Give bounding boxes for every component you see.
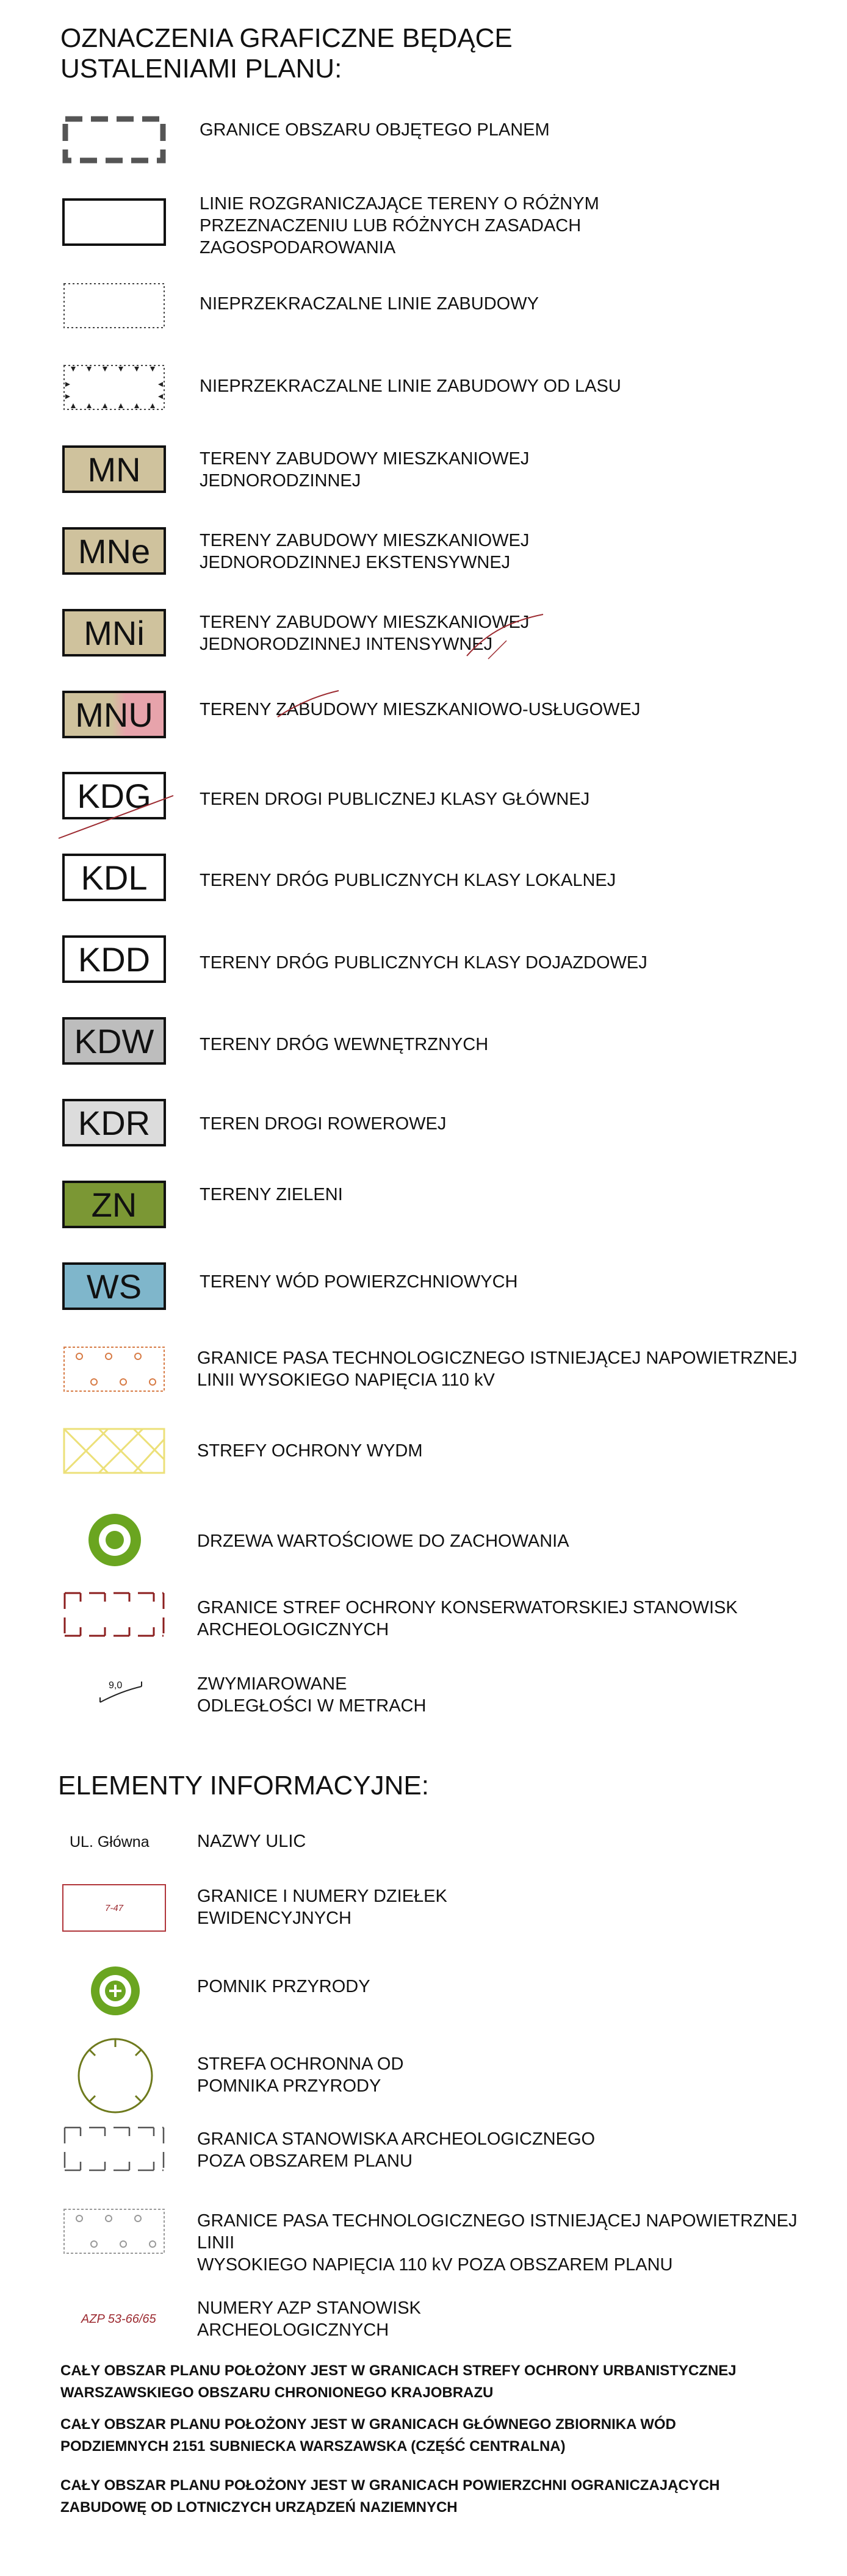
legend-label-parcels: GRANICE I NUMERY DZIEŁEK EWIDENCYJNYCH bbox=[197, 1887, 447, 1928]
legend-label-kdl: TERENY DRÓG PUBLICZNYCH KLASY LOKALNEJ bbox=[200, 871, 616, 890]
legend-label-hv-belt: GRANICE PASA TECHNOLOGICZNEGO ISTNIEJĄCEJ NAPOWIETRZNEJ LINII WYSOKIEGO NAPIĘCIA 110 kV bbox=[197, 1348, 798, 1390]
building-lines-symbol bbox=[62, 282, 166, 329]
forest-building-lines-symbol bbox=[62, 364, 166, 411]
nature-monument-icon bbox=[89, 1965, 142, 2017]
red-correction-mark-icon-2 bbox=[275, 689, 342, 720]
code-box-mn: MN bbox=[62, 445, 166, 493]
protection-zone-circle-icon bbox=[76, 2036, 155, 2115]
note-aviation: CAŁY OBSZAR PLANU POŁOŻONY JEST W GRANICACH POWIERZCHNI OGRANICZAJĄCYCH ZABUDOWĘ OD LOTNICZYCH URZĄDZEŃ NAZIEMNYCH bbox=[60, 2477, 720, 2516]
heading-line-1: OZNACZENIA GRAFICZNE BĘDĄCE bbox=[60, 23, 513, 53]
legend-label-kdw: TERENY DRÓG WEWNĘTRZNYCH bbox=[200, 1035, 489, 1054]
code-box-mnu: MNU bbox=[62, 691, 166, 738]
plan-boundary-symbol bbox=[62, 116, 166, 164]
code-box-mne: MNe bbox=[62, 527, 166, 575]
legend-label-demarcation: LINIE ROZGRANICZAJĄCE TERENY O RÓŻNYM PRZEZNACZENIU LUB RÓŻNYCH ZASADACH ZAGOSPODAROWANIA bbox=[200, 194, 599, 257]
legend-label-monument-zone: STREFA OCHRONNA OD POMNIKA PRZYRODY bbox=[197, 2054, 404, 2096]
hv-belt-orange-icon bbox=[62, 1345, 166, 1393]
legend-label-nature-monument: POMNIK PRZYRODY bbox=[197, 1977, 370, 1996]
nature-monument-symbol bbox=[89, 1965, 142, 2017]
hv-belt-outside-symbol bbox=[62, 2207, 166, 2255]
legend-label-mnu: TERENY ZABUDOWY MIESZKANIOWO-USŁUGOWEJ bbox=[200, 700, 641, 719]
code-box-kdr: KDR bbox=[62, 1099, 166, 1146]
legend-label-forest-building-lines: NIEPRZEKRACZALNE LINIE ZABUDOWY OD LASU bbox=[200, 376, 621, 396]
code-box-kdw: KDW bbox=[62, 1017, 166, 1065]
legend-label-mn: TERENY ZABUDOWY MIESZKANIOWEJ JEDNORODZINNEJ bbox=[200, 449, 530, 491]
hv-belt-symbol bbox=[62, 1345, 166, 1393]
legend-heading-info: ELEMENTY INFORMACYJNE: bbox=[58, 1771, 429, 1801]
dimension-symbol bbox=[98, 1680, 144, 1707]
parcel-number-sample: 7-47 bbox=[104, 1902, 124, 1913]
note-groundwater: CAŁY OBSZAR PLANU POŁOŻONY JEST W GRANICACH GŁÓWNEGO ZBIORNIKA WÓD PODZIEMNYCH 2151 SUBNIECKA WARSZAWSKA (CZĘŚĆ CENTRALNA) bbox=[60, 2416, 676, 2455]
parcel-boundary-symbol bbox=[62, 1884, 166, 1932]
legend-label-ws: TERENY WÓD POWIERZCHNIOWYCH bbox=[200, 1272, 518, 1292]
archaeo-site-grey-icon bbox=[62, 2125, 166, 2173]
yellow-hatch-icon bbox=[62, 1427, 166, 1475]
legend-label-archaeo-zone: GRANICE STREF OCHRONY KONSERWATORSKIEJ STANOWISK ARCHEOLOGICZNYCH bbox=[197, 1598, 738, 1639]
heading-line-2: USTALENIAMI PLANU: bbox=[60, 54, 342, 84]
archaeo-site-outside-symbol bbox=[62, 2125, 166, 2173]
valuable-tree-symbol bbox=[87, 1512, 143, 1568]
legend-label-kdg: TEREN DROGI PUBLICZNEJ KLASY GŁÓWNEJ bbox=[200, 790, 590, 809]
azp-number-sample: AZP 53-66/65 bbox=[81, 2312, 156, 2326]
code-box-kdl: KDL bbox=[62, 854, 166, 901]
legend-label-street-names: NAZWY ULIC bbox=[197, 1832, 306, 1851]
archaeo-zone-red-icon bbox=[62, 1591, 166, 1638]
triangle-boundary-icon bbox=[62, 364, 166, 411]
legend-label-archaeo-site-outside: GRANICA STANOWISKA ARCHEOLOGICZNEGO POZA OBSZAREM PLANU bbox=[197, 2129, 596, 2171]
red-strike-line-icon bbox=[56, 793, 178, 842]
legend-label-plan-boundary: GRANICE OBSZARU OBJĘTEGO PLANEM bbox=[200, 120, 550, 140]
archaeo-zone-symbol bbox=[62, 1591, 166, 1638]
legend-label-building-lines: NIEPRZEKRACZALNE LINIE ZABUDOWY bbox=[200, 294, 539, 314]
legend-label-hv-belt-outside: GRANICE PASA TECHNOLOGICZNEGO ISTNIEJĄCEJ NAPOWIETRZNEJ LINII WYSOKIEGO NAPIĘCIA 110 kV POZA OBSZAREM PLANU bbox=[197, 2211, 798, 2275]
street-name-sample: UL. Główna bbox=[70, 1833, 150, 1851]
demarcation-lines-symbol bbox=[62, 198, 166, 246]
dune-protection-symbol bbox=[62, 1427, 166, 1475]
dimension-value: 9,0 bbox=[109, 1680, 123, 1691]
legend-label-dimensions: ZWYMIAROWANE ODLEGŁOŚCI W METRACH bbox=[197, 1674, 427, 1716]
legend-label-kdd: TERENY DRÓG PUBLICZNYCH KLASY DOJAZDOWEJ bbox=[200, 953, 647, 973]
legend-heading-planned bbox=[60, 23, 513, 84]
legend-label-mni: TERENY ZABUDOWY MIESZKANIOWEJ JEDNORODZINNEJ INTENSYWNEJ bbox=[200, 613, 530, 654]
hv-belt-grey-icon bbox=[62, 2207, 166, 2255]
red-correction-mark-icon bbox=[464, 613, 549, 662]
code-box-kdg: KDG bbox=[62, 772, 166, 819]
legend-label-mne: TERENY ZABUDOWY MIESZKANIOWEJ JEDNORODZINNEJ EKSTENSYWNEJ bbox=[200, 531, 530, 572]
tree-circle-icon bbox=[87, 1512, 143, 1568]
monument-zone-symbol bbox=[76, 2036, 155, 2115]
note-urban-protection: CAŁY OBSZAR PLANU POŁOŻONY JEST W GRANICACH STREFY OCHRONY URBANISTYCZNEJ WARSZAWSKIEGO OBSZARU CHRONIONEGO KRAJOBRAZU bbox=[60, 2362, 737, 2401]
code-box-zn: ZN bbox=[62, 1181, 166, 1228]
code-box-kdd: KDD bbox=[62, 935, 166, 983]
legend-label-dune-protection: STREFY OCHRONY WYDM bbox=[197, 1441, 423, 1461]
dotted-boundary-icon bbox=[62, 282, 166, 329]
legend-label-azp: NUMERY AZP STANOWISK ARCHEOLOGICZNYCH bbox=[197, 2298, 421, 2340]
code-box-mni: MNi bbox=[62, 609, 166, 657]
code-box-ws: WS bbox=[62, 1262, 166, 1310]
legend-label-zn: TERENY ZIELENI bbox=[200, 1185, 343, 1204]
dashed-boundary-icon bbox=[62, 116, 166, 164]
legend-label-valuable-trees: DRZEWA WARTOŚCIOWE DO ZACHOWANIA bbox=[197, 1531, 569, 1551]
legend-label-kdr: TEREN DROGI ROWEROWEJ bbox=[200, 1114, 447, 1134]
